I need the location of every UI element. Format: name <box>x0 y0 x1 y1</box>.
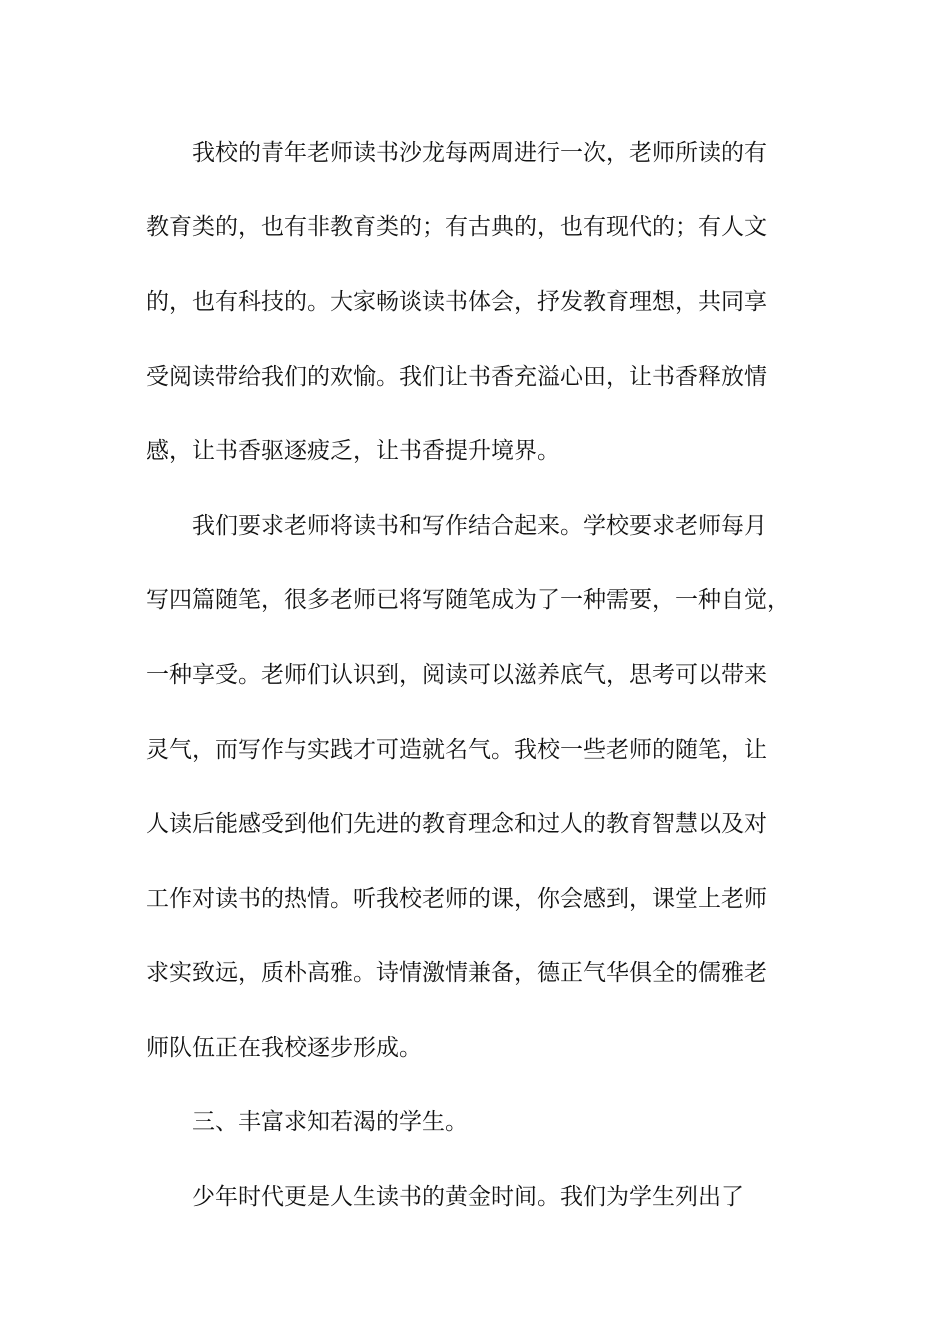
section-heading: 三、丰富求知若渴的学生。 <box>192 1109 468 1135</box>
paragraph-line: 求实致远，质朴高雅。诗情激情兼备，德正气华俱全的儒雅老 <box>146 960 767 986</box>
paragraph-line: 受阅读带给我们的欢愉。我们让书香充溢心田，让书香释放情 <box>146 364 767 390</box>
paragraph-line: 感，让书香驱逐疲乏，让书香提升境界。 <box>146 438 560 464</box>
paragraph-line: 师队伍正在我校逐步形成。 <box>146 1035 422 1061</box>
paragraph-line: 工作对读书的热情。听我校老师的课，你会感到，课堂上老师 <box>146 886 767 912</box>
paragraph-line: 教育类的，也有非教育类的；有古典的，也有现代的；有人文 <box>146 214 767 240</box>
paragraph-line: 写四篇随笔，很多老师已将写随笔成为了一种需要，一种自觉， <box>146 587 790 613</box>
paragraph-line: 的，也有科技的。大家畅谈读书体会，抒发教育理想，共同享 <box>146 289 767 315</box>
paragraph-line: 我们要求老师将读书和写作结合起来。学校要求老师每月 <box>192 513 767 539</box>
paragraph-line: 我校的青年老师读书沙龙每两周进行一次，老师所读的有 <box>192 140 767 166</box>
paragraph-line: 灵气，而写作与实践才可造就名气。我校一些老师的随笔，让 <box>146 737 767 763</box>
paragraph-line: 一种享受。老师们认识到，阅读可以滋养底气，思考可以带来 <box>146 662 767 688</box>
paragraph-line: 少年时代更是人生读书的黄金时间。我们为学生列出了 <box>192 1184 744 1210</box>
paragraph-line: 人读后能感受到他们先进的教育理念和过人的教育智慧以及对 <box>146 811 767 837</box>
